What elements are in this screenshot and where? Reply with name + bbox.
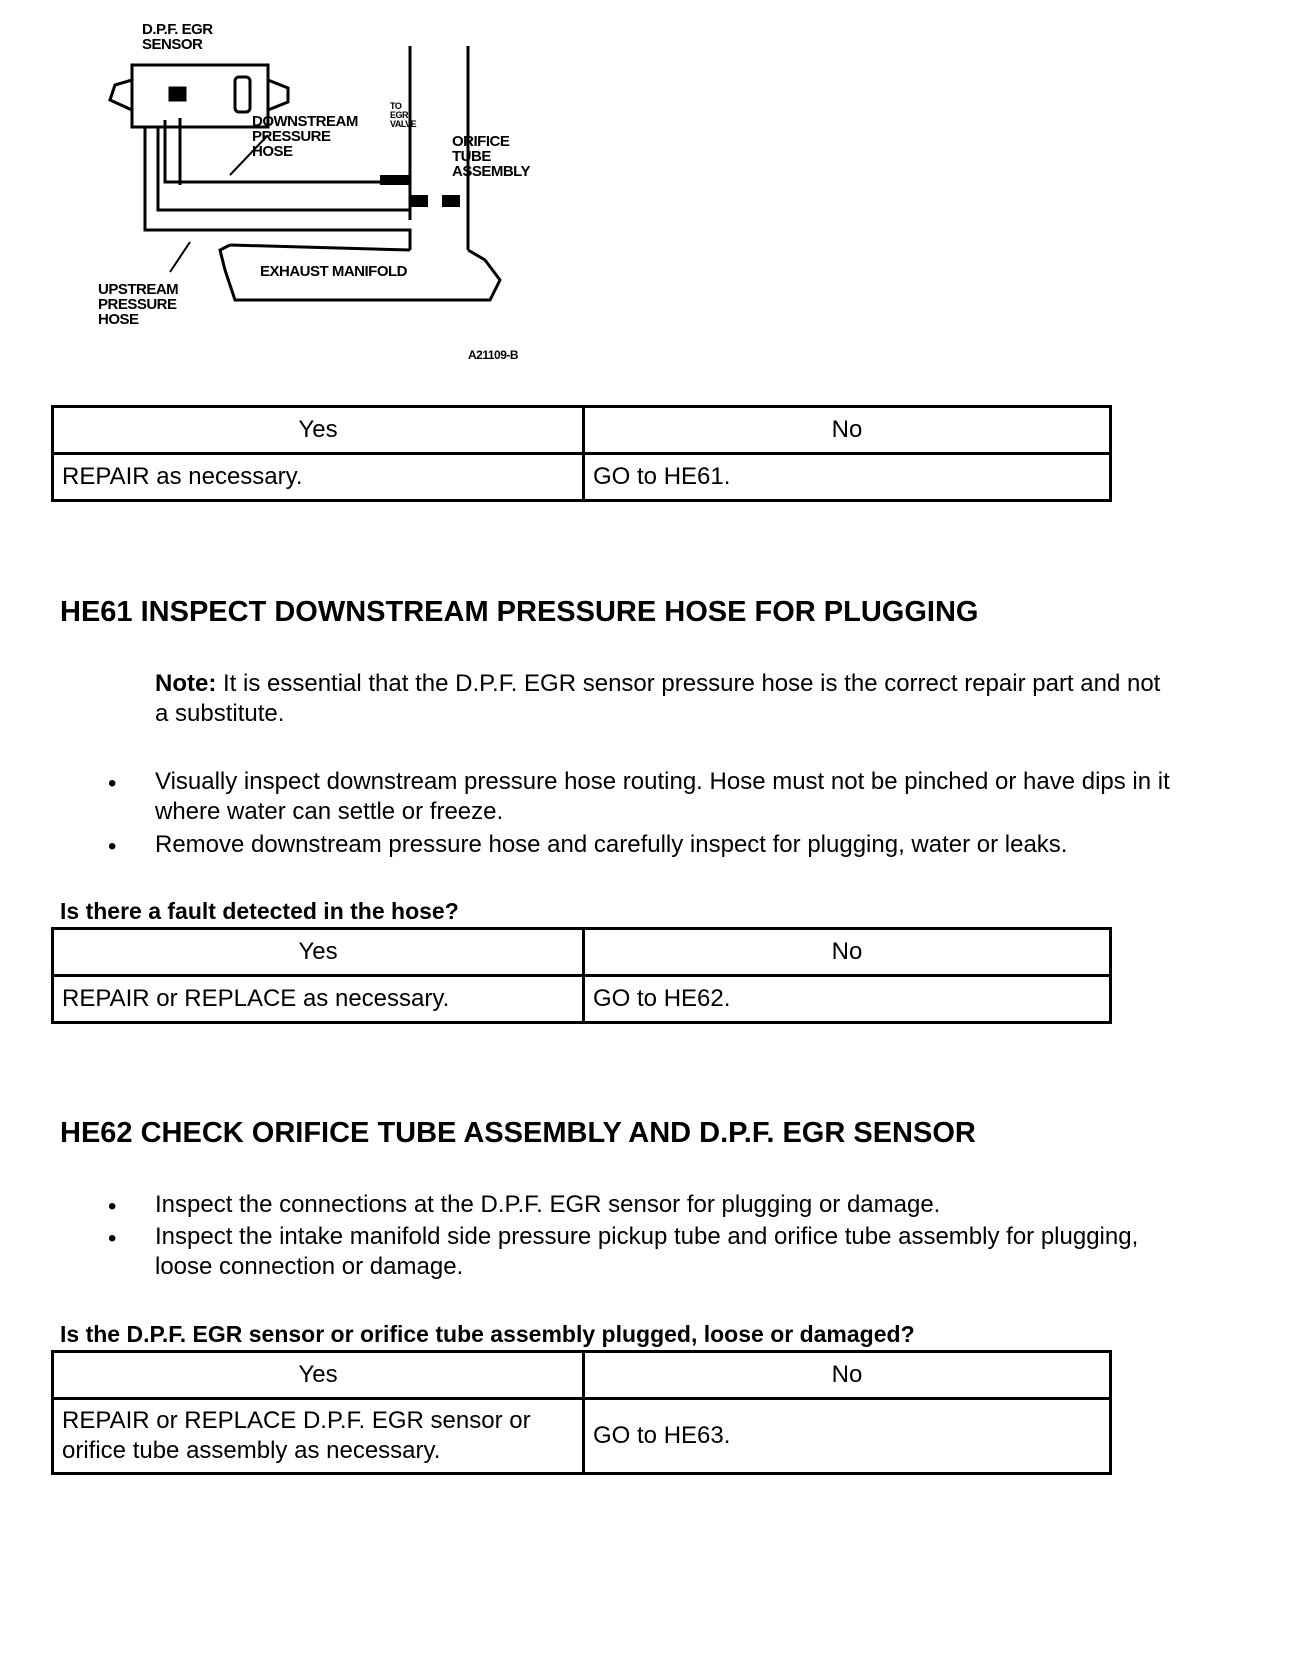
- result-table-1: [51, 405, 1112, 502]
- egr-valve-label: TO EGR VALVE: [390, 101, 417, 129]
- he62-step-2: Inspect the intake manifold side pressure pickup tube and orifice tube assembly for plugging, loose connection or damage.: [155, 1223, 1139, 1280]
- yes-action: REPAIR or REPLACE as necessary.: [53, 976, 584, 1023]
- yes-action: REPAIR or REPLACE D.P.F. EGR sensor or orifice tube assembly as necessary.: [53, 1399, 584, 1474]
- egr-sensor-diagram: [90, 10, 570, 370]
- no-header: No: [584, 407, 1111, 454]
- bullet-icon: •: [108, 1225, 117, 1252]
- note-label: Note:: [155, 670, 217, 697]
- no-header: No: [584, 1352, 1111, 1399]
- result-table-he62: [51, 1350, 1112, 1475]
- he61-step-1: Visually inspect downstream pressure hose routing. Hose must not be pinched or have dips in it where water can settle or freeze.: [155, 768, 1170, 825]
- he62-step-1: Inspect the connections at the D.P.F. EGR sensor for plugging or damage.: [155, 1191, 941, 1218]
- yes-header: Yes: [53, 1352, 584, 1399]
- no-action: GO to HE63.: [584, 1399, 1111, 1474]
- he62-heading: HE62 CHECK ORIFICE TUBE ASSEMBLY AND D.P.F. EGR SENSOR: [60, 1117, 976, 1149]
- no-action: GO to HE61.: [584, 454, 1111, 501]
- bullet-icon: •: [108, 770, 117, 797]
- he61-heading: HE61 INSPECT DOWNSTREAM PRESSURE HOSE FOR PLUGGING: [60, 596, 979, 628]
- downstream-hose-label: DOWNSTREAM PRESSURE HOSE: [252, 113, 358, 160]
- orifice-tube-label: ORIFICE TUBE ASSEMBLY: [452, 133, 530, 180]
- bullet-icon: •: [108, 833, 117, 860]
- no-header: No: [584, 929, 1111, 976]
- yes-header: Yes: [53, 407, 584, 454]
- bullet-icon: •: [108, 1193, 117, 1220]
- no-action: GO to HE62.: [584, 976, 1111, 1023]
- he61-step-2: Remove downstream pressure hose and carefully inspect for plugging, water or leaks.: [155, 831, 1068, 858]
- he61-question: Is there a fault detected in the hose?: [60, 898, 459, 924]
- upstream-hose-label: UPSTREAM PRESSURE HOSE: [98, 281, 179, 328]
- he61-note: [155, 669, 1175, 729]
- yes-action: REPAIR as necessary.: [53, 454, 584, 501]
- figure-id: A21109-B: [468, 348, 519, 362]
- note-text: It is essential that the D.P.F. EGR sensor pressure hose is the correct repair part and not a substitute.: [155, 670, 1161, 727]
- exhaust-manifold-label: EXHAUST MANIFOLD: [260, 263, 407, 280]
- he62-question: Is the D.P.F. EGR sensor or orifice tube assembly plugged, loose or damaged?: [60, 1321, 915, 1347]
- yes-header: Yes: [53, 929, 584, 976]
- result-table-he61: [51, 927, 1112, 1024]
- sensor-label: D.P.F. EGR SENSOR: [142, 21, 213, 53]
